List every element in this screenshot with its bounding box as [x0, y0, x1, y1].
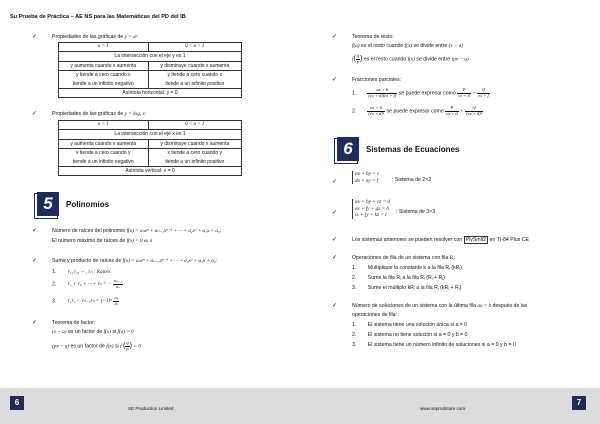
math: f — [120, 343, 122, 350]
fraction — [113, 296, 119, 306]
math: f(x) — [404, 43, 413, 49]
table-cell: y disminuye cuando x aumenta — [148, 61, 241, 70]
text: es un factor de — [67, 329, 103, 335]
fraction-num: Q — [477, 88, 490, 94]
fraction-num: Q — [465, 106, 483, 112]
log-func: y = logₐ x: — [124, 111, 147, 117]
item-number: 2. — [352, 332, 357, 338]
right-page — [300, 0, 600, 424]
check-icon: ✓ — [332, 77, 338, 83]
fraction-num: P — [457, 88, 471, 94]
poly-expr: f(x) = aₙxⁿ + aₙ₋₁xⁿ⁻¹ + ··· + a₂x² + a₁x + a₀: — [126, 228, 222, 234]
table-cell: Asíntota horizontal: y = 0 — [59, 89, 242, 98]
fraction-num: q — [356, 53, 360, 58]
item-text: r₁ + r₂ + ··· + rₙ = − — [67, 281, 112, 288]
table-cell: x tiende a cero cuando y — [148, 149, 241, 158]
text: Operaciones de fila de un sistema con fila — [352, 255, 449, 261]
fraction-den: ex + f — [478, 92, 489, 98]
fraction-den: p — [126, 345, 129, 351]
table-cell: tiende a un infinito negativo — [59, 158, 149, 167]
fraction-den: (cx + d)² — [466, 110, 482, 116]
rest-line-2: f( $\frac{q}{p}$ ) es el resto cuando f(x) se divide entre (px − q) — [352, 53, 469, 64]
log-properties-table — [58, 120, 242, 176]
table-cell: a > 1 — [59, 43, 149, 52]
equation: ix + jy + kz = l — [355, 212, 387, 218]
math: f — [352, 56, 354, 63]
fraction-num: a₀ — [114, 295, 119, 300]
math: f(x) — [407, 56, 415, 63]
fraction-den: (cx + d)² — [368, 110, 385, 116]
list-item — [352, 332, 467, 339]
check-icon: ✓ — [332, 237, 338, 243]
item-text: Sume el múltiplo kRⱼ a la fila Rᵢ (kRⱼ + Rᵢ) — [367, 285, 462, 291]
system-2x2 — [352, 171, 379, 184]
table-cell: 0 < a < 1 — [148, 121, 241, 130]
section-number-badge: 5 — [37, 192, 59, 216]
text: se puede expresar como — [398, 90, 456, 97]
text: Los sistemas anteriores se pueden resolver con — [352, 237, 463, 243]
table-cell: a > 1 — [59, 121, 149, 130]
text: se puede expresar como — [386, 108, 444, 115]
item-number: 3. — [52, 298, 57, 305]
fraction-den: cx + d — [458, 92, 470, 98]
fraction — [457, 88, 471, 98]
fraction — [367, 106, 385, 116]
list-item — [352, 342, 516, 349]
table-cell: x tiende a cero cuando y — [59, 149, 149, 158]
list-item — [352, 322, 467, 329]
fraction-den: aₙ — [115, 283, 120, 289]
math: (x − a) — [52, 329, 67, 335]
poly-max-expr: f(x) = 0 es n — [126, 238, 153, 244]
check-icon: ✓ — [332, 210, 338, 216]
page-number: 6 — [10, 396, 24, 410]
check-icon: ✓ — [332, 255, 338, 261]
fraction-den: p — [356, 58, 360, 64]
text: se divide entre — [416, 56, 451, 63]
item-number: 1. — [352, 322, 357, 328]
page-number: 7 — [572, 396, 586, 410]
sum-title-line — [52, 258, 217, 265]
math: f(x) — [103, 329, 111, 335]
check-icon: ✓ — [332, 179, 338, 185]
item-number: 1. — [352, 265, 357, 271]
math: (px − q) — [52, 343, 70, 350]
equation: ex + fy + gz = h — [355, 205, 389, 212]
item-text: r₁, r₂, ··· , rₙ : Raíces — [67, 269, 111, 275]
text: si — [114, 343, 119, 350]
text: si — [112, 329, 117, 335]
list-item — [52, 296, 119, 306]
list-item — [52, 279, 123, 289]
poly-roots-label: Número de raíces del polinomio — [52, 228, 126, 234]
exp-title-line — [52, 34, 139, 41]
partial-item-2: 2. $\frac{ax + b}{\text{(cx + d)²}}$ se puede expresar como $\frac{P}{cx + d}$ + $\frac{Q}{\text{(cx + d)²}}$ — [352, 105, 482, 116]
factor-line-1 — [52, 329, 134, 336]
publisher: SE Production Limited — [128, 406, 174, 411]
fraction-den: (cx + d)(ex + f) — [368, 92, 397, 98]
math: (x − a) — [448, 43, 464, 49]
item-text: El sistema tiene una solución única si a ≠ 0 — [367, 322, 467, 328]
item-number: 2. — [52, 281, 57, 288]
math: ax = b — [477, 303, 492, 309]
list-item — [52, 269, 111, 276]
fraction — [445, 106, 459, 116]
fraction — [367, 88, 397, 98]
list-item — [352, 285, 461, 292]
table-cell: Asíntota vertical: x = 0 — [59, 167, 242, 176]
equation: ax + by = c — [355, 171, 380, 177]
page-header: Su Prueba de Práctica – AE NS para las Matemáticas del PD del IB — [10, 14, 186, 20]
fraction — [113, 279, 123, 289]
factor-title: Teorema de factor: — [52, 320, 96, 326]
text: es el resto cuando — [363, 56, 407, 63]
table-cell: y aumenta cuando x aumenta — [59, 61, 149, 70]
text: Número de soluciones de un sistema con la última fila — [352, 303, 476, 309]
fraction — [477, 88, 490, 98]
poly-roots-line — [52, 228, 221, 235]
item-number: 2. — [352, 275, 357, 281]
math: Rᵢ: — [449, 255, 456, 261]
nsol-line-2: operaciones de fila: — [352, 312, 397, 318]
partial-title: Fracciones parciales: — [352, 77, 402, 83]
log-title: Propiedades de las gráficas de — [52, 111, 124, 117]
table-cell: y tiende a cero cuando x — [148, 71, 241, 80]
table-cell: y disminuye cuando x aumenta — [148, 139, 241, 148]
table-cell: La intersección con el eje y es 1 — [59, 52, 242, 61]
fraction-den: aₙ — [114, 300, 119, 306]
item-number: 3. — [352, 285, 357, 291]
math: = 0 — [133, 343, 141, 350]
text: es un factor de — [70, 343, 105, 350]
text: se divide entre — [413, 43, 448, 49]
section-number-badge: 6 — [337, 137, 359, 161]
poly-max-line — [52, 238, 152, 245]
ops-title-line — [352, 255, 455, 262]
table-cell: 0 < a < 1 — [148, 43, 241, 52]
text: en TI-84 Plus CE — [489, 237, 529, 243]
text: después de las — [492, 303, 528, 309]
equation: dx + ey = f — [355, 177, 379, 184]
system-3x3 — [352, 199, 390, 219]
item-text: Sume la fila Rⱼ a la fila Rᵢ (Rᵢ + Rⱼ) — [367, 275, 445, 281]
fraction-den: cx + d — [446, 110, 458, 116]
check-icon: ✓ — [32, 111, 38, 117]
item-number: 1. — [352, 90, 357, 97]
partial-item-1: 1. $\frac{ax + b}{(cx + d)(ex + f)}$ se puede expresar como $\frac{P}{cx + d}$ + $\frac{Q}{ex + f}$ — [352, 87, 489, 98]
exp-properties-table — [58, 42, 242, 98]
check-icon: ✓ — [32, 320, 38, 326]
check-icon: ✓ — [32, 34, 38, 40]
app-name-box: PlySmlt2 — [465, 237, 487, 243]
nsol-line — [352, 303, 527, 310]
sum-title: Suma y producto de raíces de — [52, 258, 122, 264]
check-icon: ✓ — [332, 303, 338, 309]
system-3x3-label: : Sistema de 3×3 — [396, 209, 436, 215]
website: www.seprodstore.com — [420, 406, 466, 411]
item-text: r₁r₂ ··· rₙ₋₁rₙ = (−1)ⁿ — [67, 298, 112, 305]
equation: ax + by + cz = d — [355, 199, 390, 205]
check-icon: ✓ — [32, 258, 38, 264]
table-cell: y tiende a cero cuando x — [59, 71, 149, 80]
check-icon: ✓ — [32, 228, 38, 234]
item-text: El sistema no tiene solución si a = 0 y b ≠ 0 — [367, 332, 468, 338]
rest-title: Teorema de resto: — [352, 34, 394, 40]
item-number: 3. — [352, 342, 357, 348]
item-text: Multiplique la constante k a la fila Rᵢ (kRᵢ) — [367, 265, 462, 271]
factor-line-2: (px − q) es un factor de f(x) si f ( $\frac{q}{p}$ ) = 0 — [52, 340, 141, 351]
fraction-num: ax + b — [367, 106, 385, 112]
list-item — [352, 275, 445, 282]
fraction-num: ax + b — [367, 88, 397, 94]
text: es el resto cuando — [360, 43, 404, 49]
log-title-line — [52, 111, 147, 118]
fraction — [465, 106, 483, 116]
check-icon: ✓ — [332, 34, 338, 40]
fraction-num: q — [126, 340, 129, 345]
math: f(x) — [106, 343, 114, 350]
list-item — [352, 265, 462, 272]
item-number: 2. — [352, 108, 357, 115]
section-title: Polinomios — [66, 200, 110, 209]
item-number: 1. — [52, 269, 57, 275]
table-cell: tiende a un infinito positivo — [148, 80, 241, 89]
rest-line-1 — [352, 43, 463, 50]
table-cell: tiende a un infinito positivo — [148, 158, 241, 167]
math: f(a) — [352, 43, 360, 49]
system-2x2-label: : Sistema de 2×2 — [392, 177, 432, 183]
math: (px − q) — [451, 56, 469, 63]
item-text: El sistema tiene un número infinito de soluciones si a = 0 y b = 0 — [367, 342, 516, 348]
fraction-num: aₙ₋₁ — [113, 278, 122, 283]
math: f(a) = 0 — [117, 329, 134, 335]
exp-title: Propiedades de las gráficas de — [52, 34, 124, 40]
table-cell: tiende a un infinito negativo — [59, 80, 149, 89]
table-cell: y aumenta cuando x aumenta — [59, 139, 149, 148]
table-cell: La intersección con el eje x es 1 — [59, 130, 242, 139]
fraction-num: P — [445, 106, 459, 112]
poly-max-label: El número máximo de raíces de — [52, 238, 126, 244]
exp-func: y = aˣ: — [124, 34, 139, 40]
section-title: Sistemas de Ecuaciones — [366, 145, 460, 154]
sum-expr: f(x) = aₙxⁿ + aₙ₋₁xⁿ⁻¹ + ··· + a₂x² + a₁x + a₀: — [122, 258, 218, 264]
solve-line — [352, 237, 529, 244]
